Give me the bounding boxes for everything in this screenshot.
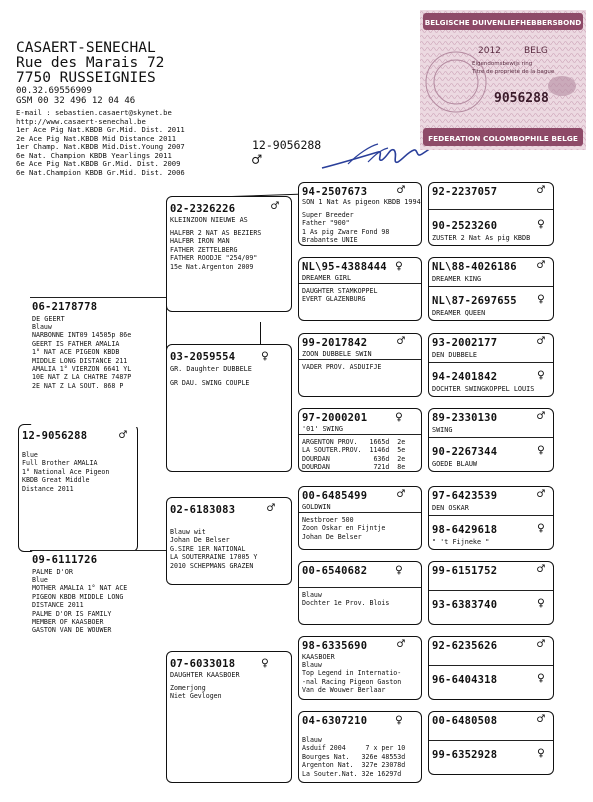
female-symbol: ♀ (395, 563, 403, 578)
female-symbol: ♀ (537, 671, 545, 686)
female-symbol: ♀ (395, 713, 403, 728)
female-symbol: ♀ (395, 410, 403, 425)
male-symbol: ♂ (119, 428, 127, 443)
ring-number: 98-6335690 (302, 640, 368, 652)
pigeon-card-great-grandparent[interactable] (298, 182, 422, 246)
ring-number: 97-2000201 (302, 412, 368, 424)
ring-number: 03-2059554 (170, 351, 236, 363)
pigeon-card-gg-grandparent-pair[interactable] (428, 257, 554, 321)
breeder-website: http://www.casaert-senechal.be (16, 117, 146, 126)
pigeon-card-gg-grandparent-pair[interactable] (428, 561, 554, 625)
pigeon-description: Super Breeder Father "900" 1 As pig Zware Fond 98 Brabantse UNIE (302, 211, 390, 245)
pigeon-name: DREAMER GIRL (302, 274, 352, 282)
pigeon-name: DE GEERT (32, 315, 65, 323)
pigeon-card-great-grandparent[interactable] (298, 333, 422, 397)
stamp-top: BELGISCHE DUIVENLIEFHEBBERSBOND (424, 18, 582, 27)
breeder-email: E-mail : sebastien.casaert@skynet.be (16, 108, 172, 117)
honor-line: 6e Ace Pig Nat.KBDB Gr.Mid. Dist. 2009 (16, 159, 181, 169)
pigeon-name: SON 1 Nat As pigeon KBDB 1994 (302, 198, 421, 206)
pigeon-description: DAUGHTER STAMKOPPEL EVERT GLAZENBURG (302, 287, 378, 304)
ring-number: 89-2330130 (432, 412, 498, 424)
pigeon-card-great-grandparent[interactable] (298, 486, 422, 550)
pigeon-card-great-grandparent[interactable] (298, 561, 422, 625)
ring-number: NL\87-2697655 (432, 295, 517, 307)
pigeon-card-gg-grandparent-pair[interactable] (428, 486, 554, 550)
ring-number: 00-6480508 (432, 715, 498, 727)
pigeon-name: KAASBOER (302, 653, 335, 661)
female-symbol: ♀ (261, 656, 269, 671)
pigeon-card-grandparent[interactable] (166, 344, 292, 472)
honors-list (16, 126, 185, 178)
pigeon-description: Blauw NARBONNE INT09 14505p 86e GEERT IS FATHER AMALIA 1° NAT ACE PIGEON KBDB MIDDLE LONG DISTANCE 211 AMALIA 1° VIERZON 6641 YL 10E NAT Z LA CHATRE 7487P 2E NAT Z LA SOUT. 868 P (32, 323, 132, 390)
male-symbol: ♂ (271, 199, 279, 214)
pigeon-card-gg-grandparent-pair[interactable] (428, 182, 554, 246)
male-symbol: ♂ (537, 183, 545, 198)
stamp-bottom: FEDERATION COLOMBOPHILE BELGE (428, 134, 578, 143)
stamp-legend-2: Titre de propriété de la bague (472, 69, 555, 75)
stamp-legend-1: Eigendomsbewijs ring (472, 61, 533, 67)
male-symbol: ♂ (537, 487, 545, 502)
male-symbol: ♂ (267, 501, 275, 516)
pigeon-name: ZUSTER 2 Nat As pig KBDB (432, 234, 531, 242)
female-symbol: ♀ (537, 292, 545, 307)
male-symbol: ♂ (537, 712, 545, 727)
female-symbol: ♀ (537, 746, 545, 761)
ring-number: 12-9056288 (22, 430, 88, 442)
ring-number: 93-2002177 (432, 337, 498, 349)
pigeon-card-great-grandparent[interactable] (298, 711, 422, 783)
pigeon-card-gg-grandparent-pair[interactable] (428, 711, 554, 775)
pigeon-card-subject[interactable] (18, 424, 138, 552)
pigeon-card-grandparent[interactable] (166, 651, 292, 783)
pigeon-card-gg-grandparent-pair[interactable] (428, 636, 554, 700)
ring-number: 98-6429618 (432, 524, 498, 536)
female-symbol: ♀ (537, 368, 545, 383)
ring-number: 00-6485499 (302, 490, 368, 502)
ring-number: 94-2507673 (302, 186, 368, 198)
top-ring-number: 12-9056288 (252, 138, 322, 152)
pigeon-description: HALFBR 2 NAT AS BEZIERS HALFBR IRON MAN FATHER ZETTELBERG FATHER ROODJE "254/09" 15e Nat.Argenton 2009 (170, 229, 262, 271)
female-symbol: ♀ (537, 521, 545, 536)
pigeon-description: Blue Full Brother AMALIA 1° National Ace Pigeon KBDB Great Middle Distance 2011 (22, 451, 110, 493)
ring-number: 04-6307210 (302, 715, 368, 727)
pigeon-description: Blauw wit Johan De Belser G.SIRE 1ER NATIONAL LA SOUTERRAINE 17005 Y 2010 SCHEPMANS GRAZEN (170, 528, 258, 570)
ring-number: 94-2401842 (432, 371, 498, 383)
honor-line: 6e Nat.Champion KBDB Gr.Mid. Dist. 2006 (16, 167, 185, 177)
male-symbol: ♂ (537, 637, 545, 652)
pigeon-card-great-grandparent[interactable] (298, 636, 422, 700)
pigeon-card-grandparent[interactable] (166, 196, 292, 312)
pigeon-card-gg-grandparent-pair[interactable] (428, 408, 554, 472)
ring-number: NL\88-4026186 (432, 261, 517, 273)
ring-number: 97-6423539 (432, 490, 498, 502)
breeder-gsm: GSM 00 32 496 12 04 46 (16, 96, 136, 106)
breeder-name: CASAERT-SENECHAL (16, 40, 156, 56)
male-symbol: ♂ (537, 258, 545, 273)
female-symbol: ♀ (261, 349, 269, 364)
ring-number: 90-2523260 (432, 220, 498, 232)
male-symbol: ♂ (397, 487, 405, 502)
ring-number: 92-6235626 (432, 640, 498, 652)
breeder-city: 7750 RUSSEIGNIES (16, 70, 156, 86)
pigeon-card-grandparent[interactable] (166, 497, 292, 585)
pigeon-name: PALME D'OR (32, 568, 73, 576)
ring-number: 06-2178778 (32, 301, 98, 313)
pigeon-name: " 't Fijneke " (432, 538, 490, 546)
ring-number: 99-2017842 (302, 337, 368, 349)
ring-number: 96-6404318 (432, 674, 498, 686)
stamp-year: 2012 (478, 46, 501, 56)
pigeon-name: DREAMER QUEEN (432, 309, 486, 317)
pigeon-name: GOEDE BLAUW (432, 460, 478, 468)
stamp-number: 9056288 (494, 91, 549, 106)
male-symbol: ♂ (397, 637, 405, 652)
female-symbol: ♀ (537, 596, 545, 611)
pigeon-description: Blauw Asduif 2004 7 x per 10 Bourges Nat. 326e 48553d Argenton Nat. 327e 23078d La Souter.Nat. 32e 16297d (302, 736, 406, 778)
top-sex-symbol: ♂ (252, 150, 262, 169)
honor-line: 1er Ace Pig Nat.KBDB Gr.Mid. Dist. 2011 (16, 125, 185, 134)
pigeon-name: DREAMER KING (432, 275, 482, 283)
ring-number: NL\95-4388444 (302, 261, 387, 273)
pigeon-description: VADER PROV. ASDUIFJE (302, 363, 382, 371)
pigeon-name: DOCHTER SWINGKOPPEL LOUIS (432, 385, 535, 393)
pigeon-name: ZOON DUBBELE SWIN (302, 350, 372, 358)
pigeon-description: ARGENTON PROV. 1665d 2e LA SOUTER.PROV. 1146d 5e DOURDAN 636d 2e DOURDAN 721d 8e (302, 438, 406, 472)
pigeon-card-great-grandparent[interactable] (298, 257, 422, 321)
ring-number: 09-6111726 (32, 554, 98, 566)
ring-number: 92-2237057 (432, 186, 498, 198)
ring-certificate-stamp (420, 10, 586, 150)
pigeon-description: Blauw Top Legend in Internatio- -nal Racing Pigeon Gaston Van de Wouwer Berlaar (302, 661, 402, 695)
pigeon-description: Nestbroer 500 Zoon Oskar en Fijntje Johan De Belser (302, 516, 386, 541)
pigeon-description: Blauw Dochter 1e Prov. Blois (302, 591, 390, 608)
ring-number: 90-2267344 (432, 446, 498, 458)
female-symbol: ♀ (395, 259, 403, 274)
honor-line: 6e Nat. Champion KBDB Yearlings 2011 (16, 150, 172, 160)
ring-number: 07-6033018 (170, 658, 236, 670)
pigeon-description: Zomerjong Niet Gevlogen (170, 684, 222, 701)
pigeon-card-sire[interactable] (30, 297, 160, 427)
stamp-country: BELG (524, 46, 548, 56)
honor-line: 1er Champ. Nat.KBDB Mid.Dist.Young 2007 (16, 142, 185, 152)
pigeon-description: GR DAU. SWING COUPLE (170, 379, 250, 387)
pigeon-name: GOLDWIN (302, 503, 331, 511)
pigeon-name: DEN DUBBELE (432, 351, 478, 359)
breeder-street: Rue des Marais 72 (16, 55, 165, 71)
male-symbol: ♂ (397, 183, 405, 198)
female-symbol: ♀ (537, 443, 545, 458)
pigeon-name: '01' SWING (302, 425, 343, 433)
pigeon-card-dam[interactable] (30, 550, 170, 652)
pigeon-name: SWING (432, 426, 453, 434)
ring-number: 02-2326226 (170, 203, 236, 215)
breeder-phone: 00.32.69556909 (16, 86, 92, 96)
ring-number: 02-6183083 (170, 504, 236, 516)
ring-number: 93-6383740 (432, 599, 498, 611)
pigeon-card-gg-grandparent-pair[interactable] (428, 333, 554, 397)
male-symbol: ♂ (537, 409, 545, 424)
pigeon-name: DEN OSKAR (432, 504, 469, 512)
male-symbol: ♂ (537, 562, 545, 577)
pigeon-name: DAUGHTER KAASBOER (170, 671, 240, 679)
pigeon-name: GR. Daughter DUBBELE (170, 365, 252, 373)
pigeon-description: Blue MOTHER AMALIA 1° NAT ACE PIGEON KBDB MIDDLE LONG DISTANCE 2011 PALME D'OR IS FAMILY MEMBER OF KAASBOER GASTON VAN DE WOUWER (32, 576, 128, 635)
ring-number: 00-6540682 (302, 565, 368, 577)
pigeon-name: KLEINZOON NIEUWE AS (170, 216, 248, 224)
male-symbol: ♂ (397, 334, 405, 349)
ring-number: 99-6352928 (432, 749, 498, 761)
honor-line: 2e Ace Pig Nat.KBDB Mid Distance 2011 (16, 133, 177, 143)
male-symbol: ♂ (537, 334, 545, 349)
ring-number: 99-6151752 (432, 565, 498, 577)
pigeon-card-great-grandparent[interactable] (298, 408, 422, 472)
female-symbol: ♀ (537, 217, 545, 232)
